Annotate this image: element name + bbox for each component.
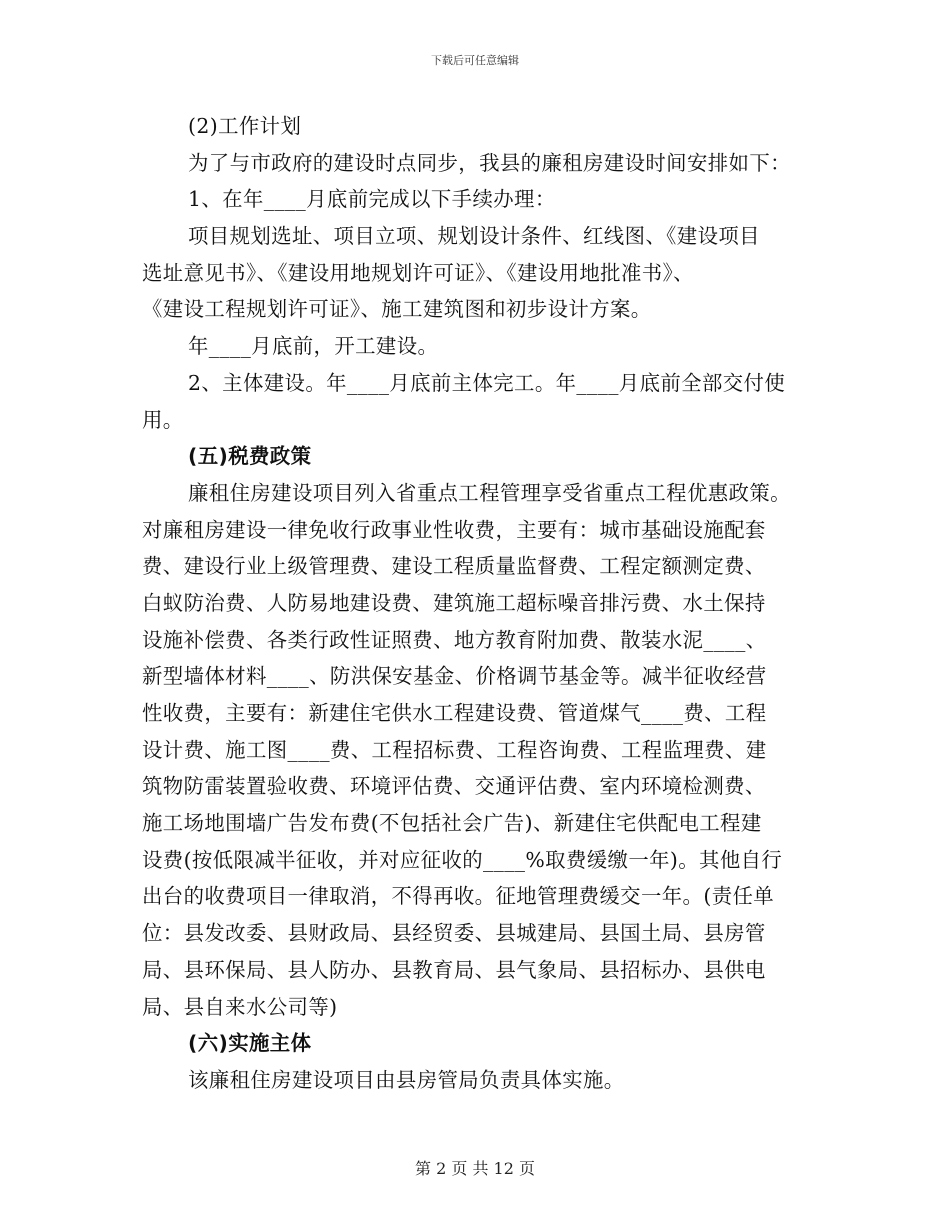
- paragraph-line: 用。: [142, 407, 184, 432]
- paragraph-line: 项目规划选址、项目立项、规划设计条件、红线图、《建设项目: [188, 224, 760, 249]
- paragraph-line: 局、县环保局、县人防办、县教育局、县气象局、县招标办、县供电: [142, 957, 766, 982]
- paragraph-line: 白蚁防治费、人防易地建设费、建筑施工超标噪音排污费、水土保持: [142, 590, 766, 615]
- subsection-heading-work-plan: (2)工作计划: [188, 114, 302, 138]
- paragraph-line: 选址意见书》、《建设用地规划许可证》、《建设用地批准书》、: [142, 260, 694, 285]
- paragraph-line: 对廉租房建设一律免收行政事业性收费，主要有：城市基础设施配套: [142, 517, 766, 542]
- paragraph-line: 1、在年____月底前完成以下手续办理：: [188, 187, 556, 212]
- paragraph-line: 设计费、施工图____费、工程招标费、工程咨询费、工程监理费、建: [142, 737, 767, 762]
- page-number-footer: 第 2 页 共 12 页: [415, 1159, 535, 1178]
- paragraph-line: 施工场地围墙广告发布费(不包括社会广告)、新建住宅供配电工程建: [142, 811, 762, 836]
- section-heading-tax-policy: (五)税费政策: [188, 444, 312, 469]
- paragraph-line: 《建设工程规划许可证》、施工建筑图和初步设计方案。: [142, 297, 652, 322]
- document-body: [142, 108, 812, 1099]
- paragraph-line: 年____月底前，开工建设。: [188, 334, 439, 359]
- section-heading-implementing-body: (六)实施主体: [188, 1031, 312, 1056]
- paragraph-line: 新型墙体材料____、防洪保安基金、价格调节基金等。减半征收经营: [142, 664, 767, 689]
- page-header: 下载后可任意编辑: [431, 54, 519, 67]
- paragraph-line: 为了与市政府的建设时点同步，我县的廉租房建设时间安排如下：: [188, 150, 791, 175]
- paragraph-line: 费、建设行业上级管理费、建设工程质量监督费、工程定额测定费、: [142, 554, 766, 579]
- paragraph-line: 筑物防雷装置验收费、环境评估费、交通评估费、室内环境检测费、: [142, 774, 766, 799]
- paragraph-line: 性收费，主要有：新建住宅供水工程建设费、管道煤气____费、工程: [142, 701, 767, 725]
- paragraph-line: 局、县自来水公司等): [142, 994, 338, 1019]
- paragraph-line: 设费(按低限减半征收，并对应征收的____%取费缓缴一年)。其他自行: [142, 847, 783, 872]
- paragraph-line: 出台的收费项目一律取消，不得再收。征地管理费缓交一年。(责任单: [142, 884, 775, 909]
- paragraph-line: 廉租住房建设项目列入省重点工程管理享受省重点工程优惠政策。: [188, 480, 791, 505]
- paragraph-line: 该廉租住房建设项目由县房管局负责具体实施。: [188, 1067, 625, 1092]
- paragraph-line: 设施补偿费、各类行政性证照费、地方教育附加费、散装水泥____、: [142, 627, 767, 652]
- paragraph-line: 位：县发改委、县财政局、县经贸委、县城建局、县国土局、县房管: [142, 921, 766, 946]
- paragraph-line: 2、主体建设。年____月底前主体完工。年____月底前全部交付使: [188, 370, 786, 395]
